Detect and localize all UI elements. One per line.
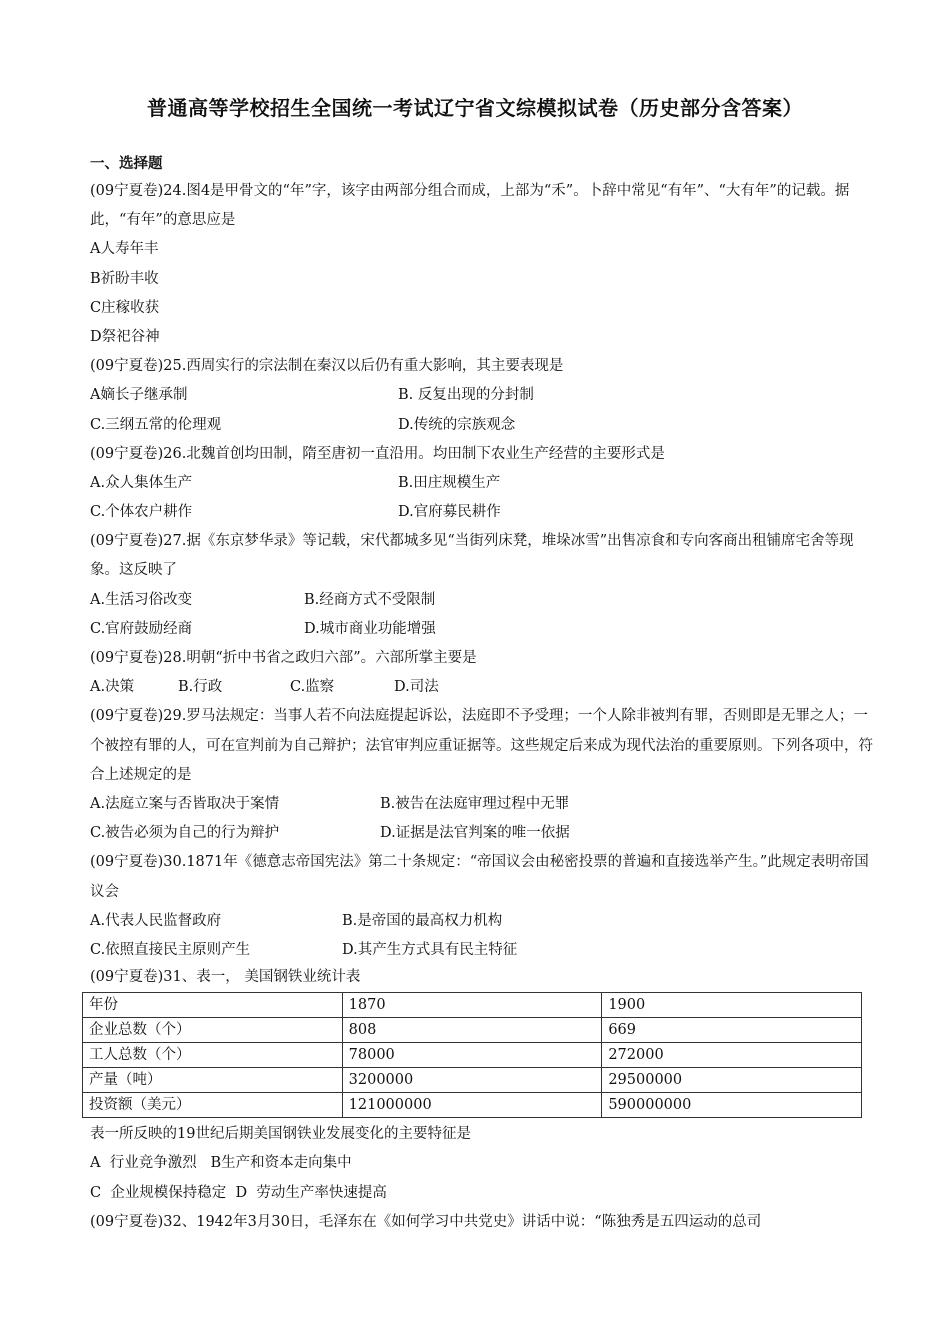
question-30-stem: (09宁夏卷)30.1871年《德意志帝国宪法》第二十条规定：“帝国议会由秘密投票的普遍和直接选举产生。”此规定表明帝国议会 [90, 854, 869, 900]
q24-option-c: C庄稼收获 [90, 299, 160, 316]
table-cell: 272000 [602, 1043, 862, 1068]
q29-option-b: B.被告在法庭审理过程中无罪 [380, 796, 570, 813]
q24-option-a: A人寿年丰 [90, 241, 159, 258]
q25-options-cd [90, 411, 880, 440]
table-row [83, 1093, 862, 1118]
q27-option-d: D.城市商业功能增强 [304, 620, 436, 637]
q28-option-c: C.监察 [290, 679, 335, 696]
q31-question-text: 表一所反映的19世纪后期美国钢铁业发展变化的主要特征是 [90, 1126, 471, 1143]
q31-options-cd: C 企业规模保持稳定 D 劳动生产率快速提高 [90, 1184, 387, 1201]
q27-options-ab [90, 586, 880, 615]
q27-options-cd [90, 615, 880, 644]
question-26-stem: (09宁夏卷)26.北魏首创均田制，隋至唐初一直沿用。均田制下农业生产经营的主要形式是 [90, 445, 665, 462]
q27-option-c: C.官府鼓励经商 [90, 620, 193, 637]
q30-options-ab [90, 907, 880, 936]
q26-option-c: C.个体农户耕作 [90, 504, 193, 521]
table-cell: 年份 [83, 993, 343, 1018]
q25-option-b: B. 反复出现的分封制 [398, 387, 534, 404]
q24-option-d: D祭祀谷神 [90, 328, 160, 345]
q30-option-c: C.依照直接民主原则产生 [90, 942, 251, 959]
q30-options-cd [90, 936, 880, 965]
table-cell: 1870 [342, 993, 602, 1018]
table-cell: 121000000 [342, 1093, 602, 1118]
table-cell: 工人总数（个） [83, 1043, 343, 1068]
q24-option-b: B祈盼丰收 [90, 270, 159, 287]
q30-option-d: D.其产生方式具有民主特征 [342, 942, 518, 959]
table-cell: 投资额（美元） [83, 1093, 343, 1118]
q25-option-a: A嫡长子继承制 [90, 387, 188, 404]
q28-option-a: A.决策 [90, 679, 135, 696]
steel-stats-table [82, 992, 862, 1118]
q29-option-d: D.证据是法官判案的唯一依据 [380, 825, 570, 842]
table-cell: 669 [602, 1018, 862, 1043]
table-cell: 808 [342, 1018, 602, 1043]
table-row [83, 1018, 862, 1043]
table-cell: 29500000 [602, 1068, 862, 1093]
question-31-stem: (09宁夏卷)31、表一， 美国钢铁业统计表 [90, 969, 361, 986]
q26-option-a: A.众人集体生产 [90, 474, 193, 491]
q25-option-c: C.三纲五常的伦理观 [90, 416, 222, 433]
q31-options-ab: A 行业竞争激烈 B生产和资本走向集中 [90, 1155, 352, 1172]
table-cell: 企业总数（个） [83, 1018, 343, 1043]
q27-option-a: A.生活习俗改变 [90, 591, 193, 608]
table-cell: 3200000 [342, 1068, 602, 1093]
q28-option-b: B.行政 [178, 679, 223, 696]
q26-options-ab [90, 469, 880, 498]
q27-option-b: B.经商方式不受限制 [304, 591, 436, 608]
q29-option-a: A.法庭立案与否皆取决于案情 [90, 796, 280, 813]
q26-options-cd [90, 498, 880, 527]
question-28-stem: (09宁夏卷)28.明朝“折中书省之政归六部”。六部所掌主要是 [90, 650, 477, 667]
question-27-stem: (09宁夏卷)27.据《东京梦华录》等记载，宋代都城多见“当街列床凳，堆垛冰雪”出售凉食和专向客商出租铺席宅舍等现象。这反映了 [90, 533, 854, 579]
table-cell: 产量（吨） [83, 1068, 343, 1093]
question-32-stem: (09宁夏卷)32、1942年3月30日，毛泽东在《如何学习中共党史》讲话中说：“陈独秀是五四运动的总司 [90, 1213, 762, 1230]
question-list [90, 177, 880, 1237]
question-24-stem: (09宁夏卷)24.图4是甲骨文的“年”字，该字由两部分组合而成，上部为“禾”。卜辞中常见“有年”、“大有年”的记载。据此，“有年”的意思应是 [90, 183, 850, 229]
q29-options-ab [90, 790, 880, 819]
q25-option-d: D.传统的宗族观念 [398, 416, 516, 433]
table-row [83, 993, 862, 1018]
table-row [83, 1068, 862, 1093]
q29-options-cd [90, 819, 880, 848]
question-25-stem: (09宁夏卷)25.西周实行的宗法制在秦汉以后仍有重大影响，其主要表现是 [90, 358, 564, 375]
table-cell: 590000000 [602, 1093, 862, 1118]
q25-options-ab [90, 381, 880, 410]
q29-option-c: C.被告必须为自己的行为辩护 [90, 825, 280, 842]
q28-option-d: D.司法 [394, 679, 439, 696]
q26-option-d: D.官府募民耕作 [398, 504, 501, 521]
table-cell: 78000 [342, 1043, 602, 1068]
document-title: 普通高等学校招生全国统一考试辽宁省文综模拟试卷（历史部分含答案） [147, 96, 803, 120]
question-29-stem: (09宁夏卷)29.罗马法规定：当事人若不向法庭提起诉讼，法庭即不予受理；一个人除非被判有罪，否则即是无罪之人；一个被控有罪的人，可在宣判前为自己辩护；法官审判应重证据等。这些规定后来成为现代法治的重要原则。下列各项中，符合上述规定的是 [90, 708, 873, 783]
q28-options [90, 673, 880, 702]
q30-option-a: A.代表人民监督政府 [90, 912, 222, 929]
table-cell: 1900 [602, 993, 862, 1018]
q30-option-b: B.是帝国的最高权力机构 [342, 912, 503, 929]
table-row [83, 1043, 862, 1068]
section-heading: 一、选择题 [90, 156, 163, 172]
q26-option-b: B.田庄规模生产 [398, 474, 501, 491]
